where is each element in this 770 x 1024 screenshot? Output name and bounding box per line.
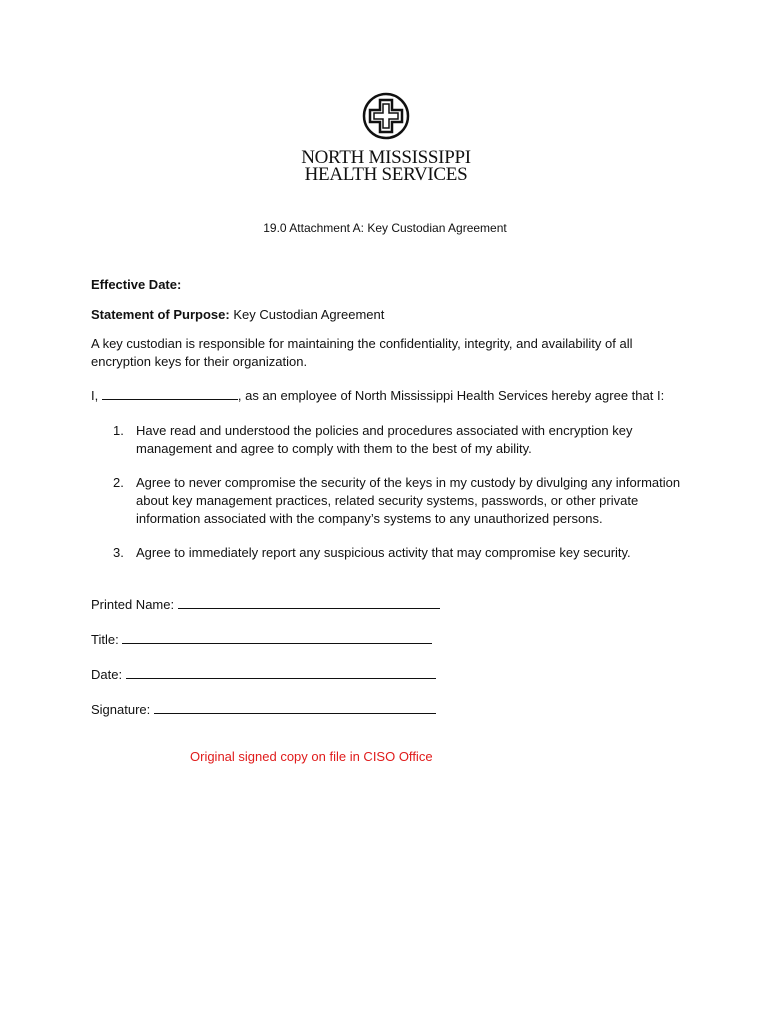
- printed-name-line[interactable]: [178, 596, 440, 609]
- intro-line-2: encryption keys for their organization.: [91, 354, 308, 369]
- signature-label: Signature:: [91, 702, 151, 717]
- signature-line[interactable]: [154, 701, 436, 714]
- item-number: 2.: [113, 475, 124, 490]
- printed-name-field: [91, 596, 440, 614]
- organization-logo: [296, 92, 476, 183]
- agreement-prefix: I,: [91, 388, 99, 403]
- statement-of-purpose: [91, 306, 384, 324]
- title-field: [91, 631, 432, 649]
- item-line: information associated with the company’s systems to any unauthorized persons.: [136, 511, 603, 526]
- agreement-suffix: , as an employee of North Mississippi Health Services hereby agree that I:: [237, 388, 665, 403]
- purpose-label: Statement of Purpose:: [91, 307, 230, 322]
- purpose-value: Key Custodian Agreement: [233, 307, 385, 322]
- item-line: Have read and understood the policies and procedures associated with encryption key: [136, 423, 633, 438]
- title-label: Title:: [91, 632, 119, 647]
- list-item: [91, 474, 691, 528]
- item-line: Agree to immediately report any suspicious activity that may compromise key security.: [136, 545, 631, 560]
- signature-field: [91, 701, 436, 719]
- date-field: [91, 666, 436, 684]
- intro-line-1: A key custodian is responsible for maintaining the confidentiality, integrity, and availability of all: [91, 336, 633, 351]
- cross-in-circle-icon: [362, 92, 410, 140]
- logo-text-line2: HEALTH SERVICES: [304, 164, 468, 185]
- printed-name-label: Printed Name:: [91, 597, 175, 612]
- employee-name-blank[interactable]: [102, 387, 238, 400]
- effective-date-label: Effective Date:: [91, 277, 182, 292]
- title-line[interactable]: [122, 631, 432, 644]
- agreement-item-3: [91, 544, 691, 562]
- date-line[interactable]: [126, 666, 436, 679]
- item-line: Agree to never compromise the security of the keys in my custody by divulging any information: [136, 475, 681, 490]
- signed-copy-note: Original signed copy on file in CISO Office: [190, 749, 433, 764]
- intro-paragraph: [91, 335, 632, 371]
- logo-text-line1: NORTH MISSISSIPPI: [301, 147, 471, 168]
- item-line: about key management practices, related security systems, passwords, or other private: [136, 493, 639, 508]
- item-line: management and agree to comply with them to the best of my ability.: [136, 441, 532, 456]
- list-item: [91, 544, 691, 562]
- document-title: 19.0 Attachment A: Key Custodian Agreement: [263, 221, 507, 235]
- list-item: [91, 422, 691, 458]
- item-number: 3.: [113, 545, 124, 560]
- date-label: Date:: [91, 667, 123, 682]
- item-number: 1.: [113, 423, 124, 438]
- agreement-statement: [91, 387, 664, 405]
- agreement-item-2: [91, 474, 691, 528]
- agreement-item-1: [91, 422, 691, 458]
